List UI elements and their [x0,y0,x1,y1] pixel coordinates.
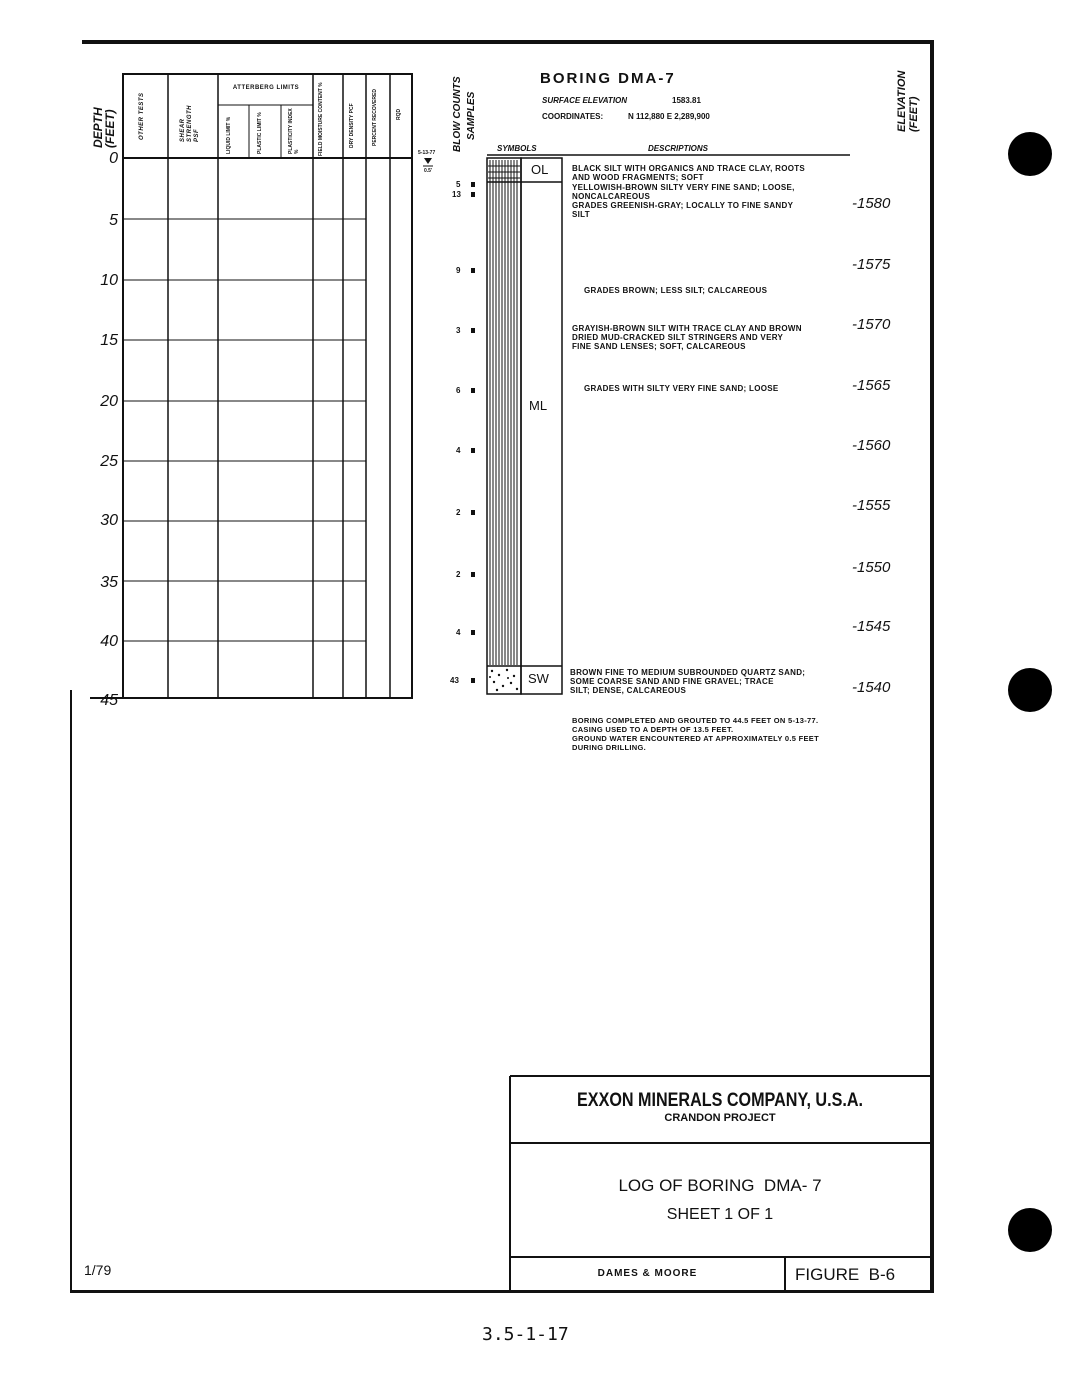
sheet-number: SHEET 1 OF 1 [666,1206,774,1223]
coordinates-label: COORDINATES: [542,112,604,121]
water-level-depth: 0.5' [424,168,433,174]
elevation-tick-1565: -1565 [852,377,891,394]
percent-recovered-label: PERCENT RECOVERED [372,89,378,146]
description-grades-brown: GRADES BROWN; LESS SILT; CALCAREOUS [584,286,768,295]
blow-counts-header [452,76,463,152]
soil-symbol-sw: SW [528,671,549,686]
plastic-limit-header [257,110,263,154]
blow-count: 43 [450,676,459,685]
blow-count: 6 [456,386,461,395]
depth-header [92,88,116,148]
elevation-tick-1545: -1545 [852,618,891,635]
description-sw: BROWN FINE TO MEDIUM SUBROUNDED QUARTZ SAND; SOME COARSE SAND AND FINE GRAVEL; TRACE SILT; DENSE, CALCAREOUS [570,668,806,695]
atterberg-label: ATTERBERG LIMITS [232,85,300,91]
plasticity-index-label: PLASTICITY INDEX % [288,108,300,154]
depth-tick-10: 10 [100,272,118,289]
description-grades-sand: GRADES WITH SILTY VERY FINE SAND; LOOSE [584,384,779,393]
blow-count: 13 [452,190,461,199]
blow-count: 4 [456,628,461,637]
liquid-limit-label: LIQUID LIMIT % [226,116,232,154]
soil-symbol-ol: OL [531,162,549,177]
blow-counts-label: BLOW COUNTS [452,76,463,152]
water-level-date: 5-13-77 [418,150,436,156]
plasticity-index-header [288,108,300,154]
depth-tick-15: 15 [100,332,118,349]
elevation-tick-1575: -1575 [852,256,891,273]
firm-name: DAMES & MOORE [597,1268,698,1279]
shear-strength-label: SHEAR STRENGTH PSF [180,105,200,142]
rqd-label: RQD [396,108,402,120]
boring-notes: BORING COMPLETED AND GROUTED TO 44.5 FEET ON 5-13-77. CASING USED TO A DEPTH OF 13.5 FEET. GROUND WATER ENCOUNTERED AT APPROXIMATELY 0.5 FEET DURING DRILLING. [572,716,819,752]
elevation-label: ELEVATION (FEET) [896,70,920,132]
surface-elevation-label: SURFACE ELEVATION [542,96,628,105]
depth-tick-5: 5 [109,212,118,229]
log-title: LOG OF BORING DMA- 7 [618,1176,822,1195]
blow-count: 2 [456,570,461,579]
soil-symbol-ml: ML [529,398,548,413]
elevation-tick-1580: -1580 [852,195,891,212]
depth-tick-35: 35 [100,574,118,591]
depth-tick-20: 20 [100,393,118,410]
blow-count: 9 [456,266,461,275]
elevation-tick-1560: -1560 [852,437,891,454]
other-tests-label: OTHER TESTS [139,92,145,140]
elevation-tick-1550: -1550 [852,559,891,576]
elevation-tick-1555: -1555 [852,497,891,514]
elevation-tick-1540: -1540 [852,679,891,696]
samples-header [466,92,477,140]
depth-tick-40: 40 [100,633,118,650]
description-greenish: GRADES GREENISH-GRAY; LOCALLY TO FINE SANDY SILT [572,201,794,219]
page-number: 3.5-1-17 [482,1324,569,1345]
description-silt: GRAYISH-BROWN SILT WITH TRACE CLAY AND BROWN DRIED MUD-CRACKED SILT STRINGERS AND VERY FINE SAND LENSES; SOFT, CALCAREOUS [572,324,802,351]
depth-tick-30: 30 [100,512,118,529]
descriptions-header: DESCRIPTIONS [648,144,709,153]
symbols-header: SYMBOLS [497,144,537,153]
surface-elevation-value: 1583.81 [672,96,701,105]
blow-count: 3 [456,326,461,335]
dry-density-label: DRY DENSITY PCF [349,103,355,148]
other-tests-header [139,90,146,140]
depth-header-label: DEPTH (FEET) [91,107,117,148]
coordinates-value: N 112,880 E 2,289,900 [628,112,710,121]
blow-count: 5 [456,180,461,189]
depth-tick-25: 25 [100,453,118,470]
field-moisture-header [318,76,325,156]
field-moisture-label: FIELD MOISTURE CONTENT % [318,82,324,156]
plastic-limit-label: PLASTIC LIMIT % [257,112,263,154]
project-name: CRANDON PROJECT [664,1112,776,1124]
figure-number: FIGURE B-6 [795,1265,896,1284]
samples-label: SAMPLES [466,91,477,140]
rqd-header [396,109,402,120]
dry-density-header [349,78,356,148]
description-ol: BLACK SILT WITH ORGANICS AND TRACE CLAY, ROOTS AND WOOD FRAGMENTS; SOFT [572,164,806,182]
atterberg-header [222,84,310,93]
company-name: EXXON MINERALS COMPANY, U.S.A. [577,1090,863,1111]
percent-recovered-header [372,86,379,146]
description-sand: YELLOWISH-BROWN SILTY VERY FINE SAND; LOOSE, NONCALCAREOUS [572,183,795,201]
date-code: 1/79 [84,1262,112,1278]
depth-tick-0: 0 [109,150,118,167]
blow-count: 2 [456,508,461,517]
elevation-header [896,62,920,132]
shear-strength-header [180,92,201,142]
liquid-limit-header [226,110,232,154]
boring-title: BORING DMA-7 [540,70,676,87]
elevation-tick-1570: -1570 [852,316,891,333]
blow-count: 4 [456,446,461,455]
depth-tick-45: 45 [100,692,118,709]
